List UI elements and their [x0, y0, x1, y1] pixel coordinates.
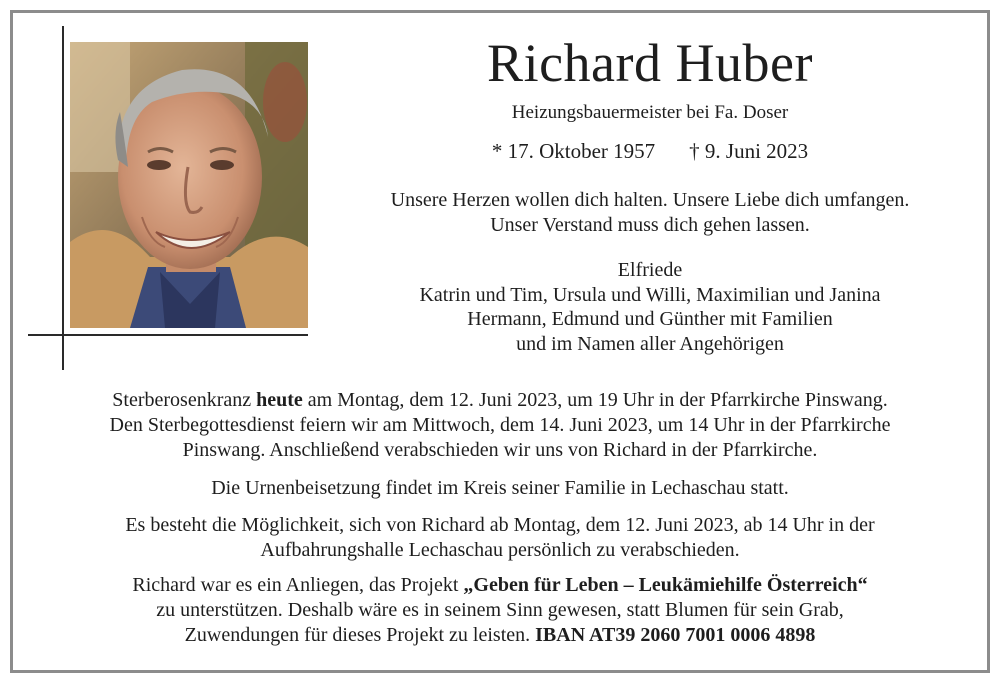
donation-text: Richard war es ein Anliegen, das Projekt — [132, 574, 464, 596]
donation-iban: IBAN AT39 2060 7001 0006 4898 — [535, 624, 816, 646]
memorial-quote — [330, 188, 970, 238]
rosary-text-rest: am Montag, dem 12. Juni 2023, um 19 Uhr in der Pfarrkirche Pinswang. — [302, 389, 888, 411]
quote-line: Unser Verstand muss dich gehen lassen. — [490, 214, 810, 236]
deceased-name: Richard Huber — [487, 33, 813, 93]
donation-line: zu unterstützen. Deshalb wäre es in seinem Sinn gewesen, statt Blumen für sein Grab, — [156, 599, 844, 621]
occupation: Heizungsbauermeister bei Fa. Doser — [511, 102, 789, 123]
service-line: Den Sterbegottesdienst feiern wir am Mittwoch, dem 14. Juni 2023, um 14 Uhr in der Pfarrkirche — [109, 414, 891, 436]
cross-horizontal-bar — [28, 334, 308, 336]
quote-line: Unsere Herzen wollen dich halten. Unsere Liebe dich umfangen. — [390, 189, 910, 211]
rosary-today: heute — [256, 389, 303, 411]
portrait-photo — [70, 42, 308, 328]
service-line: Pinswang. Anschließend verabschieden wir uns von Richard in der Pfarrkirche. — [182, 439, 818, 461]
viewing-info — [30, 513, 970, 563]
mourner-line: Elfriede — [617, 259, 683, 281]
donation-line — [30, 573, 970, 598]
rosary-text: Sterberosenkranz — [112, 389, 257, 411]
donation-info — [30, 573, 970, 648]
donation-project: „Geben für Leben – Leukämiehilfe Österreich“ — [463, 574, 868, 596]
mourner-line: Katrin und Tim, Ursula und Willi, Maximilian und Janina — [419, 283, 881, 306]
service-info — [30, 388, 970, 463]
cross-vertical-bar — [62, 26, 64, 370]
viewing-line: Aufbahrungshalle Lechaschau persönlich zu verabschieden. — [260, 539, 740, 561]
life-dates — [330, 138, 970, 164]
birth-date: * 17. Oktober 1957 — [491, 139, 656, 163]
mourner-line: Hermann, Edmund und Günther mit Familien — [467, 308, 833, 330]
mourner-line: und im Namen aller Angehörigen — [516, 332, 784, 355]
urn-burial-info: Die Urnenbeisetzung findet im Kreis seiner Familie in Lechaschau statt. — [211, 477, 789, 499]
rosary-line — [30, 388, 970, 413]
death-date: † 9. Juni 2023 — [689, 139, 809, 163]
donation-line — [30, 623, 970, 648]
donation-text: Zuwendungen für dieses Projekt zu leisten. — [184, 624, 536, 646]
viewing-line: Es besteht die Möglichkeit, sich von Richard ab Montag, dem 12. Juni 2023, ab 14 Uhr in der — [125, 514, 875, 536]
mourners-list — [330, 258, 970, 356]
